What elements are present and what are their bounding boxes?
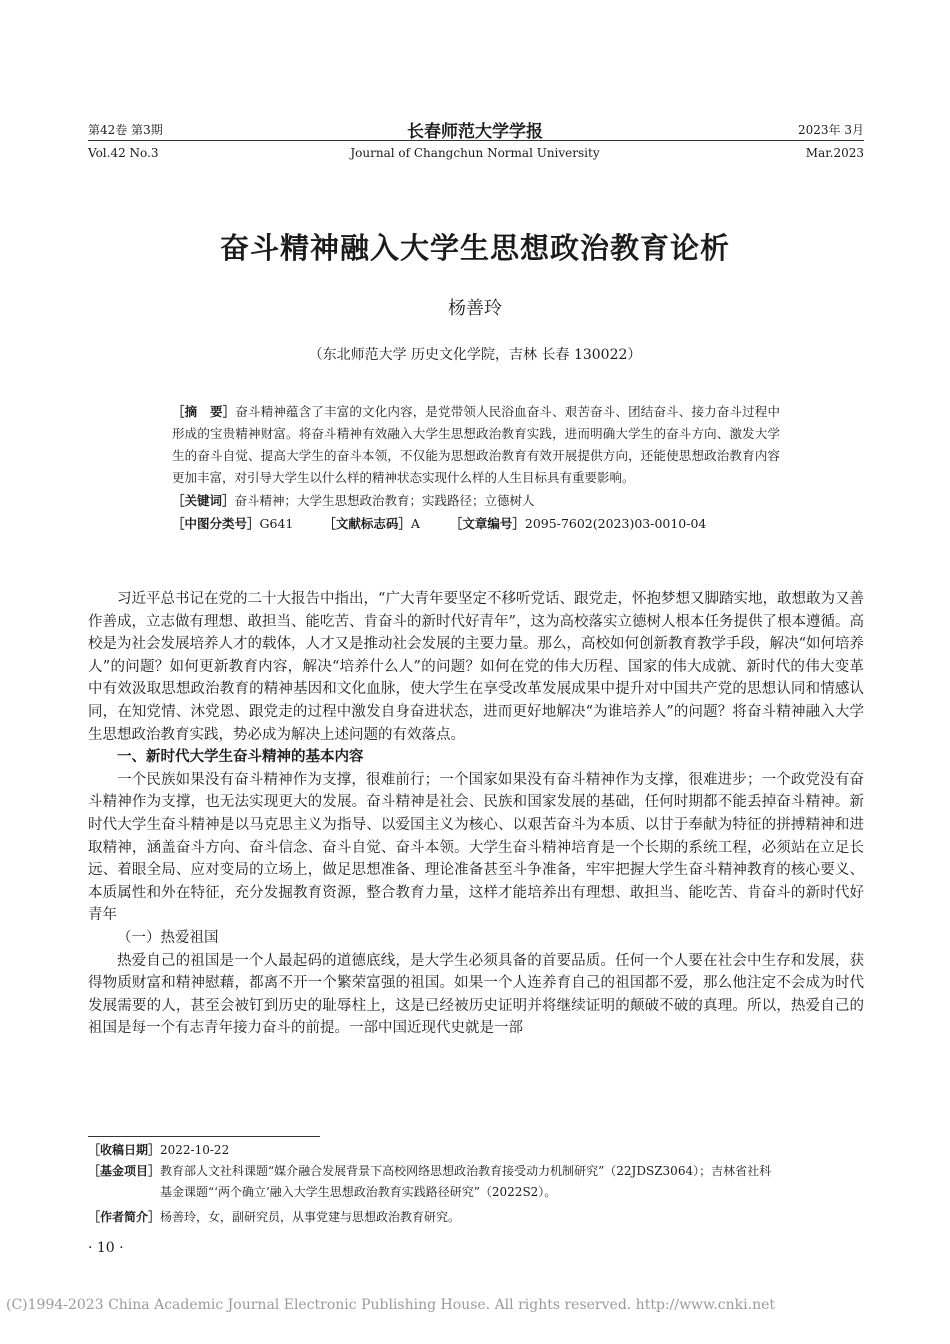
issue-date-en: Mar.2023 bbox=[805, 146, 864, 160]
article-body bbox=[88, 588, 864, 1040]
volume-issue-cn: 第42卷 第3期 bbox=[88, 123, 163, 137]
received-label: ［收稿日期］ bbox=[88, 1143, 161, 1157]
author-affiliation: （东北师范大学 历史文化学院，吉林 长春 130022） bbox=[308, 347, 642, 363]
keywords-label: ［关键词］ bbox=[172, 493, 235, 508]
cnki-watermark: (C)1994-2023 China Academic Journal Electronic Publishing House. All rights reserved. http://www.cnki.net bbox=[6, 1297, 776, 1313]
author-info-label: ［作者简介］ bbox=[88, 1210, 161, 1224]
author-info: 杨善玲，女，副研究员，从事党建与思想政治教育研究。 bbox=[160, 1210, 461, 1224]
doc-code: A bbox=[410, 516, 420, 531]
body-paragraph: 热爱自己的祖国是一个人最起码的道德底线，是大学生必须具备的首要品质。任何一个人要在社会中生存和发展，获得物质财富和精神慰藉，都离不开一个繁荣富强的祖国。如果一个人连养育自己的祖国都不爱，那么他注定不会成为时代发展需要的人，甚至会被钉到历史的耻辱柱上，这是已经被历史证明并将继续证明的颠破不破的真理。所以，热爱自己的祖国是每一个有志青年接力奋斗的前提。一部中国近现代史就是一部 bbox=[88, 952, 864, 1037]
article-author: 杨善玲 bbox=[448, 298, 502, 319]
abstract bbox=[172, 401, 780, 535]
received-date: 2022-10-22 bbox=[160, 1143, 230, 1157]
footnote-rule bbox=[88, 1136, 320, 1137]
article-number: 2095-7602(2023)03-0010-04 bbox=[524, 516, 707, 531]
issue-date-cn: 2023年 3月 bbox=[798, 123, 864, 137]
journal-title-cn: 长春师范大学学报 bbox=[407, 122, 543, 142]
article-no-label: ［文章编号］ bbox=[449, 516, 525, 531]
fund-label: ［基金项目］ bbox=[88, 1164, 161, 1178]
volume-issue-en: Vol.42 No.3 bbox=[88, 146, 159, 160]
clc-label: ［中图分类号］ bbox=[172, 516, 260, 531]
article-title: 奋斗精神融入大学生思想政治教育论析 bbox=[219, 231, 730, 265]
fund-text-cont: 基金课题“‘两个确立’融入大学生思想政治教育实践路径研究”（2022S2）。 bbox=[160, 1185, 557, 1199]
subsection-heading: （一）热爱祖国 bbox=[117, 929, 219, 946]
section-heading: 一、新时代大学生奋斗精神的基本内容 bbox=[117, 749, 364, 766]
keywords: 奋斗精神；大学生思想政治教育；实践路径；立德树人 bbox=[234, 493, 535, 508]
fund-text: 教育部人文社科课题“媒介融合发展背景下高校网络思想政治教育接受动力机制研究”（22JDSZ3064）；吉林省社科 bbox=[160, 1164, 772, 1178]
abstract-text: 奋斗精神蕴含了丰富的文化内容，是党带领人民浴血奋斗、艰苦奋斗、团结奋斗、接力奋斗过程中形成的宝贵精神财富。将奋斗精神有效融入大学生思想政治教育实践，进而明确大学生的奋斗方向、激发大学生的奋斗自觉、提高大学生的奋斗本领，不仅能为思想政治教育有效开展提供方向，还能使思想政治教育内容更加丰富，对引导大学生以什么样的精神状态实现什么样的人生目标具有重要影响。 bbox=[172, 404, 780, 485]
doc-code-label: ［文献标志码］ bbox=[323, 516, 411, 531]
header-rule bbox=[88, 140, 864, 141]
intro-paragraph: 习近平总书记在党的二十大报告中指出，“广大青年要坚定不移听党话、跟党走，怀抱梦想又脚踏实地，敢想敢为又善作善成，立志做有理想、敢担当、能吃苦、肯奋斗的新时代好青年”，这为高校落实立德树人根本任务提供了根本遵循。高校是为社会发展培养人才的载体，人才又是推动社会发展的主要力量。那么，高校如何创新教育教学手段，解决“如何培养人”的问题？如何更新教育内容，解决“培养什么人”的问题？如何在党的伟大历程、国家的伟大成就、新时代的伟大变革中有效汲取思想政治教育的精神基因和文化血脉，使大学生在享受改革发展成果中提升对中国共产党的思想认同和情感认同，在知党情、沐党恩、跟党走的过程中激发自身奋进状态，进而更好地解决“为谁培养人”的问题？将奋斗精神融入大学生思想政治教育实践，势必成为解决上述问题的有效落点。 bbox=[88, 591, 864, 743]
page-number: · 10 · bbox=[88, 1240, 124, 1256]
journal-title-en: Journal of Changchun Normal University bbox=[350, 146, 600, 160]
clc-number: G641 bbox=[259, 516, 294, 531]
abstract-label: ［摘 要］ bbox=[172, 404, 236, 419]
body-paragraph: 一个民族如果没有奋斗精神作为支撑，很难前行；一个国家如果没有奋斗精神作为支撑，很难进步；一个政党没有奋斗精神作为支撑，也无法实现更大的发展。奋斗精神是社会、民族和国家发展的基础，任何时期都不能丢掉奋斗精神。新时代大学生奋斗精神是以马克思主义为指导、以爱国主义为核心、以艰苦奋斗为本质、以甘于奉献为特征的拼搏精神和进取精神，涵盖奋斗方向、奋斗信念、奋斗自觉、奋斗本领。大学生奋斗精神培育是一个长期的系统工程，必须站在立足长远、着眼全局、应对变局的立场上，做足思想准备、理论准备甚至斗争准备，牢牢把握大学生奋斗精神教育的核心要义、本质属性和外在特征，充分发掘教育资源，整合教育力量，这样才能培养出有理想、敢担当、能吃苦、肯奋斗的新时代好青年 bbox=[88, 771, 864, 924]
footnotes bbox=[88, 1140, 864, 1228]
